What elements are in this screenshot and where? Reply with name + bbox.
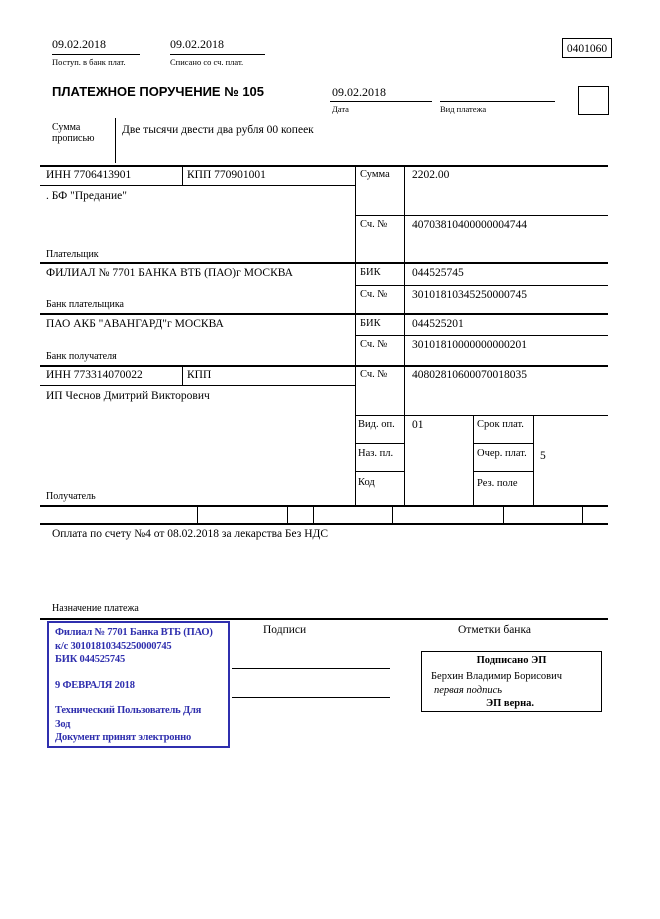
payer-bank-account-label: Сч. № bbox=[360, 289, 388, 300]
tax-row-bottom-rule bbox=[40, 523, 608, 525]
pay-name-rule bbox=[355, 471, 404, 472]
op-block-divider-1 bbox=[473, 415, 474, 505]
payee-bank-name: ПАО АКБ "АВАНГАРД"г МОСКВА bbox=[46, 318, 224, 330]
signatures-label: Подписи bbox=[263, 624, 307, 636]
payer-bank-account-value: 30101810345250000745 bbox=[412, 289, 527, 301]
payer-bank-label: Банк плательщика bbox=[46, 299, 124, 310]
payee-bank-bik-rule bbox=[355, 335, 608, 336]
received-in-bank-date: 09.02.2018 bbox=[52, 37, 106, 51]
tax-field-divider-3 bbox=[313, 505, 314, 523]
document-date-label: Дата bbox=[332, 104, 349, 114]
payer-name: . БФ "Предание" bbox=[46, 190, 127, 202]
payment-kind-label: Вид платежа bbox=[440, 104, 487, 114]
payment-kind-box bbox=[578, 86, 609, 115]
payer-kpp: КПП 770901001 bbox=[187, 169, 266, 181]
reserve-field-label: Рез. поле bbox=[477, 478, 518, 489]
payee-name: ИП Чеснов Дмитрий Викторович bbox=[46, 390, 210, 402]
stamp-valid-note: ЭП верна. bbox=[486, 698, 535, 709]
payment-kind-rule bbox=[440, 101, 555, 102]
payer-bank-name: ФИЛИАЛ № 7701 БАНКА ВТБ (ПАО)г МОСКВА bbox=[46, 267, 293, 279]
document-title: ПЛАТЕЖНОЕ ПОРУЧЕНИЕ № 105 bbox=[52, 84, 265, 99]
bank-electronic-stamp bbox=[47, 621, 230, 748]
received-in-bank-label: Поступ. в банк плат. bbox=[52, 57, 126, 67]
payee-bank-block-rule bbox=[40, 365, 608, 367]
amount-words-divider bbox=[115, 118, 116, 163]
table-top-rule bbox=[40, 165, 608, 167]
payee-account-value: 40802810600070018035 bbox=[412, 369, 527, 381]
signature-line-1 bbox=[232, 668, 390, 669]
payer-bank-bik-rule bbox=[355, 285, 608, 286]
stamp-bik: БИК 044525745 bbox=[55, 654, 125, 665]
stamp-user-line1: Технический Пользователь Для bbox=[55, 705, 202, 716]
stamp-date: 9 ФЕВРАЛЯ 2018 bbox=[55, 679, 135, 691]
label-column-right-rule bbox=[404, 165, 405, 505]
tax-field-divider-2 bbox=[287, 505, 288, 523]
payee-account-label: Сч. № bbox=[360, 369, 388, 380]
payer-inn: ИНН 7706413901 bbox=[46, 169, 132, 181]
payee-inn: ИНН 773314070022 bbox=[46, 369, 143, 381]
stamp-corr-account: к/с 30101810345250000745 bbox=[55, 640, 172, 652]
payer-bank-bik-value: 044525745 bbox=[412, 267, 464, 279]
payee-bank-account-value: 30101810000000000201 bbox=[412, 339, 527, 351]
op-kind-rule bbox=[355, 443, 404, 444]
payee-kpp-divider bbox=[182, 365, 183, 385]
priority-value: 5 bbox=[540, 450, 546, 462]
amount-value: 2202.00 bbox=[412, 169, 450, 181]
debited-date: 09.02.2018 bbox=[170, 37, 224, 51]
due-rule bbox=[473, 443, 533, 444]
stamp-signature-kind: первая подпись bbox=[434, 685, 503, 696]
tax-field-divider-4 bbox=[392, 505, 393, 523]
payer-label: Плательщик bbox=[46, 249, 99, 260]
priority-rule bbox=[473, 471, 533, 472]
payee-bank-account-label: Сч. № bbox=[360, 339, 388, 350]
amount-words-value: Две тысячи двести два рубля 00 копеек bbox=[122, 124, 314, 136]
payer-block-rule bbox=[40, 262, 608, 264]
op-kind-value: 01 bbox=[412, 419, 424, 431]
payee-bank-label: Банк получателя bbox=[46, 351, 117, 362]
pay-name-label: Наз. пл. bbox=[358, 448, 394, 459]
document-date-rule bbox=[330, 101, 432, 102]
stamp-user-line2: Зод bbox=[55, 718, 71, 730]
received-date-rule bbox=[52, 54, 140, 55]
amount-cell-rule bbox=[355, 215, 608, 216]
tax-field-divider-5 bbox=[503, 505, 504, 523]
signature-line-2 bbox=[232, 697, 390, 698]
tax-field-divider-1 bbox=[197, 505, 198, 523]
purpose-label: Назначение платежа bbox=[52, 603, 139, 614]
debited-label: Списано со сч. плат. bbox=[170, 57, 244, 67]
stamp-accepted-note: Документ принят электронно bbox=[55, 732, 192, 743]
code-label: Код bbox=[358, 477, 375, 488]
amount-words-label: Сумма прописью bbox=[52, 122, 95, 145]
payer-bank-block-rule bbox=[40, 313, 608, 315]
payee-block-rule bbox=[40, 505, 608, 507]
stamp-title: Подписано ЭП bbox=[476, 655, 547, 666]
purpose-rule bbox=[40, 618, 608, 620]
op-block-divider-2 bbox=[533, 415, 534, 505]
payer-account-label: Сч. № bbox=[360, 219, 388, 230]
form-code-box bbox=[562, 38, 612, 58]
document-date: 09.02.2018 bbox=[332, 85, 386, 99]
payee-label: Получатель bbox=[46, 491, 96, 502]
payee-kpp: КПП bbox=[187, 369, 212, 381]
stamp-bank-name: Филиал № 7701 Банка ВТБ (ПАО) bbox=[55, 627, 213, 638]
purpose-text: Оплата по счету №4 от 08.02.2018 за лекарства Без НДС bbox=[52, 528, 329, 540]
stamp-signer-name: Берхин Владимир Борисович bbox=[431, 671, 562, 682]
payee-bank-bik-label: БИК bbox=[360, 318, 381, 329]
label-column-left-rule bbox=[355, 165, 356, 505]
payer-inn-row-rule bbox=[40, 185, 355, 186]
due-date-label: Срок плат. bbox=[477, 419, 524, 430]
payer-kpp-divider bbox=[182, 165, 183, 185]
payer-account-value: 40703810400000004744 bbox=[412, 219, 527, 231]
amount-label: Сумма bbox=[360, 169, 390, 180]
payee-account-rule bbox=[355, 415, 608, 416]
payee-bank-bik-value: 044525201 bbox=[412, 318, 464, 330]
payer-bank-bik-label: БИК bbox=[360, 267, 381, 278]
bank-marks-label: Отметки банка bbox=[458, 624, 531, 636]
tax-field-divider-6 bbox=[582, 505, 583, 523]
signature-stamp-box bbox=[421, 651, 602, 712]
op-kind-label: Вид. оп. bbox=[358, 419, 395, 430]
form-code: 0401060 bbox=[566, 43, 608, 55]
priority-label: Очер. плат. bbox=[477, 448, 527, 459]
payee-inn-row-rule bbox=[40, 385, 355, 386]
debited-date-rule bbox=[170, 54, 265, 55]
